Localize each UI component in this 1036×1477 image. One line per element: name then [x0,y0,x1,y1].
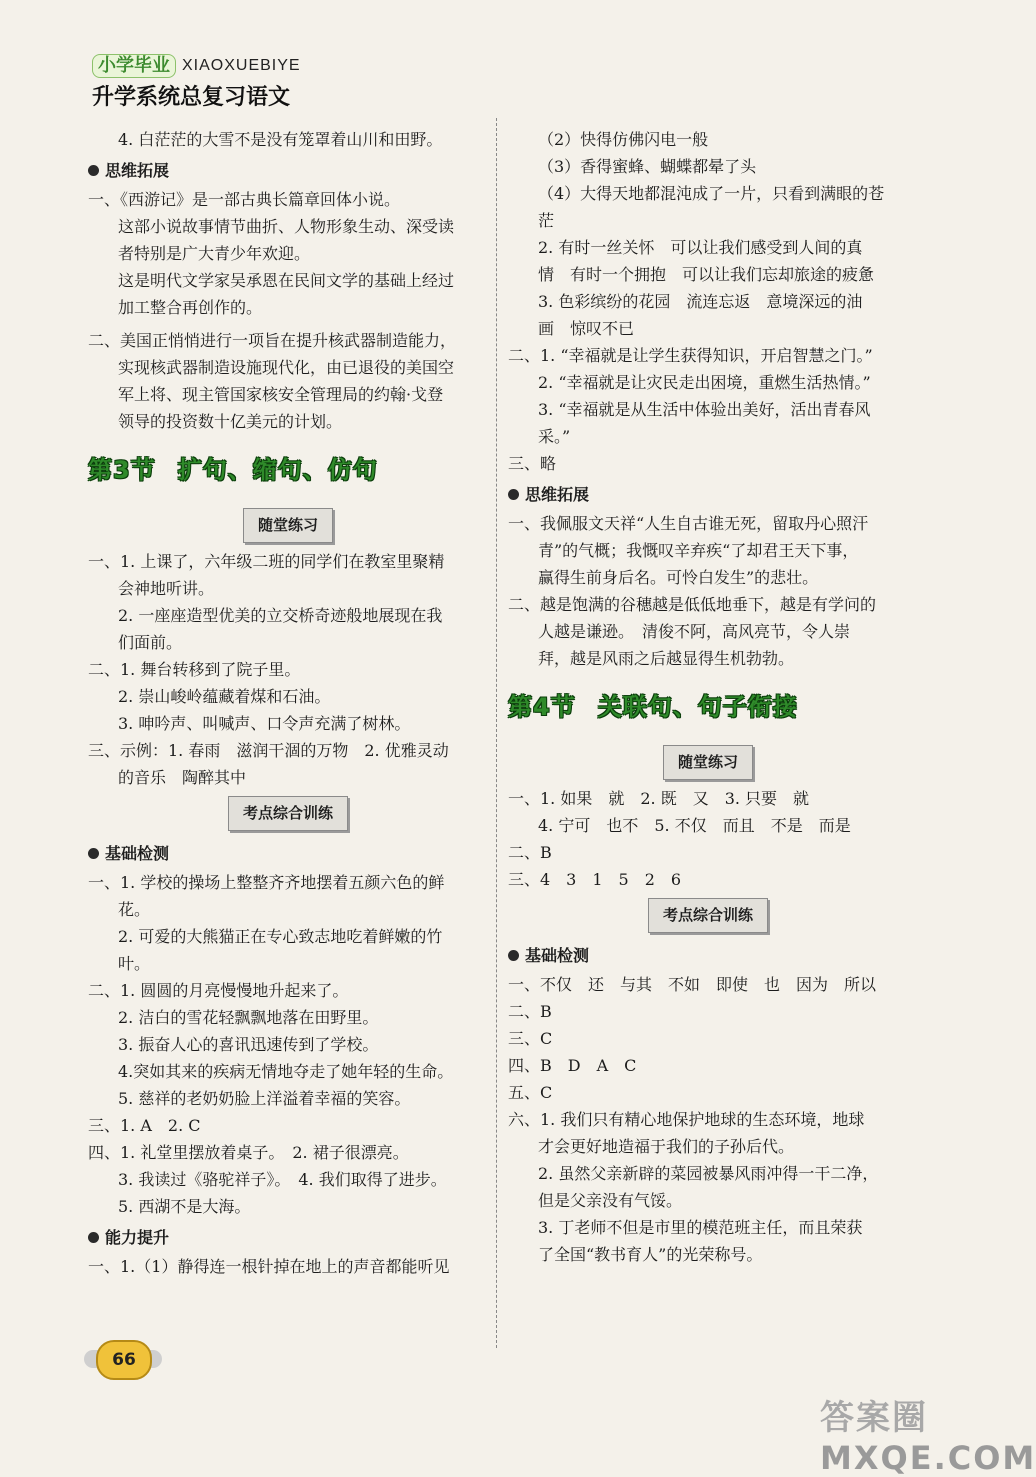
bullet-icon [508,489,519,500]
text-line: 一、《西游记》是一部古典长篇章回体小说。 [88,190,401,209]
text-line: 才会更好地造福于我们的子孙后代。 [538,1137,795,1156]
text-line: 2. 一座座造型优美的立交桥奇迹般地展现在我 [118,606,443,625]
text-line: 2. 崇山峻岭蕴藏着煤和石油。 [118,687,331,706]
text-line: 军上将、现主管国家核安全管理局的约翰·戈登 [118,385,444,404]
text-line: 3. 色彩缤纷的花园 流连忘返 意境深远的油 [538,292,863,311]
text-line: 这部小说故事情节曲折、人物形象生动、深受读 [118,217,455,236]
text-line: 的音乐 陶醉其中 [118,768,247,787]
text-line: 青”的气概；我慨叹辛弃疾“了却君王天下事， [538,541,859,560]
text-line: 三、1. A 2. C [88,1116,201,1135]
text-line: 二、美国正悄悄进行一项旨在提升核武器制造能力， [88,331,457,350]
page-header [92,54,301,111]
brand-pinyin: XIAOXUEBIYE [182,57,301,74]
text-line: 六、1. 我们只有精心地保护地球的生态环境，地球 [508,1110,865,1129]
text-line: 三、略 [508,454,557,473]
text-line: 三、4 3 1 5 2 6 [508,870,682,889]
text-line: 人越是谦逊。 清俊不阿，高风亮节，令人崇 [538,622,851,641]
chapter-title-4: 第4节 关联句、句子衔接 [508,693,798,721]
text-line: 3. 我读过《骆驼祥子》。 4. 我们取得了进步。 [118,1170,447,1189]
text-line: 3. 丁老师不但是市里的模范班主任，而且荣获 [538,1218,863,1237]
watermark-logo-text: 答案圈 [820,1398,928,1438]
section-heading-basic: 基础检测 [508,941,908,971]
text-line: 一、1. 上课了，六年级二班的同学们在教室里聚精 [88,552,445,571]
text-line: 一、不仅 还 与其 不如 即使 也 因为 所以 [508,975,877,994]
bullet-icon [88,848,99,859]
text-line: 画 惊叹不已 [538,319,635,338]
text-line: 4. 宁可 也不 5. 不仅 而且 不是 而是 [538,816,851,835]
section-heading-thinking: 思维拓展 [88,156,488,186]
bullet-icon [508,950,519,961]
text-line: （2）快得仿佛闪电一般 [538,130,709,149]
text-line: 这是明代文学家吴承恩在民间文学的基础上经过 [118,271,455,290]
text-line: 一、1. 如果 就 2. 既 又 3. 只要 就 [508,789,810,808]
text-line: 二、1. 舞台转移到了院子里。 [88,660,301,679]
text-line: 5. 西湖不是大海。 [118,1197,251,1216]
text-line: 三、C [508,1029,553,1048]
text-line: 情 有时一个拥抱 可以让我们忘却旅途的疲惫 [538,265,875,284]
text-line: 2. 洁白的雪花轻飘飘地落在田野里。 [118,1008,379,1027]
section-heading-thinking: 思维拓展 [508,480,908,510]
book-title: 升学系统总复习语文 [92,85,291,110]
text-line: 4. 白茫茫的大雪不是没有笼罩着山川和田野。 [118,130,443,149]
text-line: 二、B [508,1002,552,1021]
text-line: 领导的投资数十亿美元的计划。 [118,412,343,431]
text-line: 一、我佩服文天祥“人生自古谁无死，留取丹心照汗 [508,514,869,533]
text-line: 但是父亲没有气馁。 [538,1191,683,1210]
left-column [88,126,488,1280]
text-line: 5. 慈祥的老奶奶脸上洋溢着幸福的笑容。 [118,1089,411,1108]
exercise-label-classroom: 随堂练习 [243,508,333,543]
column-divider [496,118,497,1348]
text-line: 者特别是广大青少年欢迎。 [118,244,311,263]
text-line: 二、1. 圆圆的月亮慢慢地升起来了。 [88,981,349,1000]
series-brand [92,54,301,78]
text-line: 2. “幸福就是让灾民走出困境，重燃生活热情。” [538,373,871,392]
text-line: 叶。 [118,954,151,973]
text-line: 二、1. “幸福就是让学生获得知识，开启智慧之门。” [508,346,873,365]
text-line: 三、示例：1. 春雨 滋润干涸的万物 2. 优雅灵动 [88,741,449,760]
watermark [820,1390,1036,1477]
brand-chinese: 小学毕业 [92,54,176,78]
text-line: 四、1. 礼堂里摆放着桌子。 2. 裙子很漂亮。 [88,1143,409,1162]
exercise-label-classroom: 随堂练习 [663,745,753,780]
watermark-url: MXQE.COM [820,1439,1036,1477]
text-line: 实现核武器制造设施现代化，由已退役的美国空 [118,358,455,377]
text-line: 3. 振奋人心的喜讯迅速传到了学校。 [118,1035,379,1054]
text-line: 茫 [538,211,555,230]
chapter-title-3: 第3节 扩句、缩句、仿句 [88,456,378,484]
text-line: 五、C [508,1083,553,1102]
right-column [508,126,908,1268]
text-line: 一、1. 学校的操场上整整齐齐地摆着五颜六色的鲜 [88,873,445,892]
text-line: 一、1.（1）静得连一根针掉在地上的声音都能听见 [88,1257,450,1276]
text-line: 四、B D A C [508,1056,637,1075]
section-heading-ability: 能力提升 [88,1223,488,1253]
text-line: 了全国“教书育人”的光荣称号。 [538,1245,763,1264]
text-line: 2. 可爱的大熊猫正在专心致志地吃着鲜嫩的竹 [118,927,443,946]
bullet-icon [88,1232,99,1243]
text-line: 采。” [538,427,571,446]
section-heading-basic: 基础检测 [88,839,488,869]
text-line: 二、B [508,843,552,862]
text-line: （4）大得天地都混沌成了一片，只看到满眼的苍 [538,184,885,203]
text-line: 4.突如其来的疾病无情地夺走了她年轻的生命。 [118,1062,454,1081]
text-line: 2. 虽然父亲新辟的菜园被暴风雨冲得一干二净， [538,1164,879,1183]
text-line: 加工整合再创作的。 [118,298,263,317]
text-line: 3. 呻吟声、叫喊声、口令声充满了树林。 [118,714,411,733]
text-line: （3）香得蜜蜂、蝴蝶都晕了头 [538,157,757,176]
text-line: 二、越是饱满的谷穗越是低低地垂下，越是有学问的 [508,595,877,614]
text-line: 们面前。 [118,633,183,652]
text-line: 花。 [118,900,151,919]
exercise-label-comprehensive: 考点综合训练 [648,898,768,933]
text-line: 赢得生前身后名。可怜白发生”的悲壮。 [538,568,819,587]
text-line: 2. 有时一丝关怀 可以让我们感受到人间的真 [538,238,863,257]
text-line: 3. “幸福就是从生活中体验出美好，活出青春风 [538,400,871,419]
text-line: 会神地听讲。 [118,579,215,598]
exercise-label-comprehensive: 考点综合训练 [228,796,348,831]
text-line: 拜，越是风雨之后越显得生机勃勃。 [538,649,795,668]
page-number: 66 [96,1340,152,1380]
bullet-icon [88,165,99,176]
